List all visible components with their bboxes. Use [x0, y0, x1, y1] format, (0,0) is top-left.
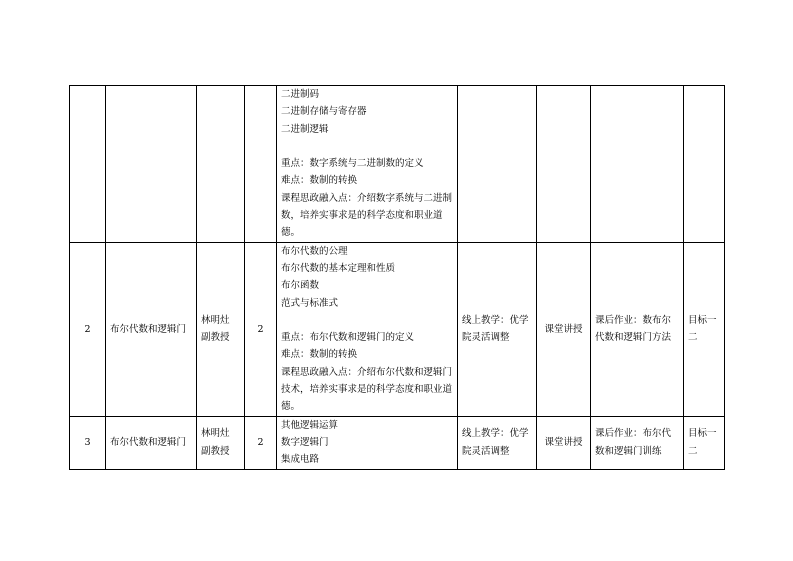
- difficulty: 难点：数制的转换: [281, 175, 358, 187]
- teacher-name: 林明灶: [201, 428, 230, 440]
- teacher-name: 林明灶: [201, 314, 230, 326]
- method-cell: [458, 86, 537, 243]
- row-number: 2: [70, 242, 106, 416]
- content-cell: [277, 242, 458, 416]
- content-item: 集成电路: [281, 454, 320, 466]
- content-item: 二进制码: [281, 89, 320, 100]
- key-point: 重点：数字系统与二进制数的定义: [281, 158, 424, 170]
- goal-cell: 目标一二: [684, 416, 725, 469]
- method-cell: 线上教学：优学院灵活调整: [458, 242, 537, 416]
- row-number: [70, 86, 106, 243]
- teacher-cell: [197, 86, 245, 243]
- teacher-title: 副教授: [201, 332, 230, 344]
- content-item: 数字逻辑门: [281, 436, 329, 448]
- homework-cell: 课后作业：数布尔代数和逻辑门方法: [591, 242, 684, 416]
- content-item: 布尔函数: [281, 280, 320, 292]
- ideology-point: 课程思政融入点：介绍布尔代数和逻辑门技术，培养实事求是的科学态度和职业道德。: [281, 366, 453, 413]
- teacher-cell: [197, 416, 245, 469]
- difficulty: 难点：数制的转换: [281, 349, 358, 361]
- form-cell: [537, 86, 591, 243]
- content-item: 范式与标准式: [281, 297, 339, 309]
- form-cell: 课堂讲授: [537, 416, 591, 469]
- homework-cell: [591, 86, 684, 243]
- table-row: [70, 86, 725, 243]
- method-cell: 线上教学：优学院灵活调整: [458, 416, 537, 469]
- ideology-point: 课程思政融入点：介绍数字系统与二进制数，培养实事求是的科学态度和职业道德。: [281, 192, 453, 239]
- table-row: [70, 416, 725, 469]
- row-number: 3: [70, 416, 106, 469]
- topic-cell: 布尔代数和逻辑门: [106, 242, 197, 416]
- topic-cell: [106, 86, 197, 243]
- content-item: 二进制逻辑: [281, 123, 329, 135]
- form-cell: 课堂讲授: [537, 242, 591, 416]
- content-cell: [277, 416, 458, 469]
- content-item: 其他逻辑运算: [281, 419, 339, 431]
- goal-cell: [684, 86, 725, 243]
- goal-cell: 目标一二: [684, 242, 725, 416]
- content-cell: [277, 86, 458, 243]
- hours-cell: 2: [245, 416, 277, 469]
- hours-cell: 2: [245, 242, 277, 416]
- teacher-cell: [197, 242, 245, 416]
- content-item: 二进制存储与寄存器: [281, 106, 367, 118]
- key-point: 重点：布尔代数和逻辑门的定义: [281, 332, 415, 344]
- homework-cell: 课后作业：布尔代数和逻辑门训练: [591, 416, 684, 469]
- table-row: [70, 242, 725, 416]
- content-item: 布尔代数的基本定理和性质: [281, 262, 396, 274]
- teacher-title: 副教授: [201, 445, 230, 457]
- course-schedule-table: [69, 85, 725, 470]
- hours-cell: [245, 86, 277, 243]
- content-item: 布尔代数的公理: [281, 245, 348, 257]
- topic-cell: 布尔代数和逻辑门: [106, 416, 197, 469]
